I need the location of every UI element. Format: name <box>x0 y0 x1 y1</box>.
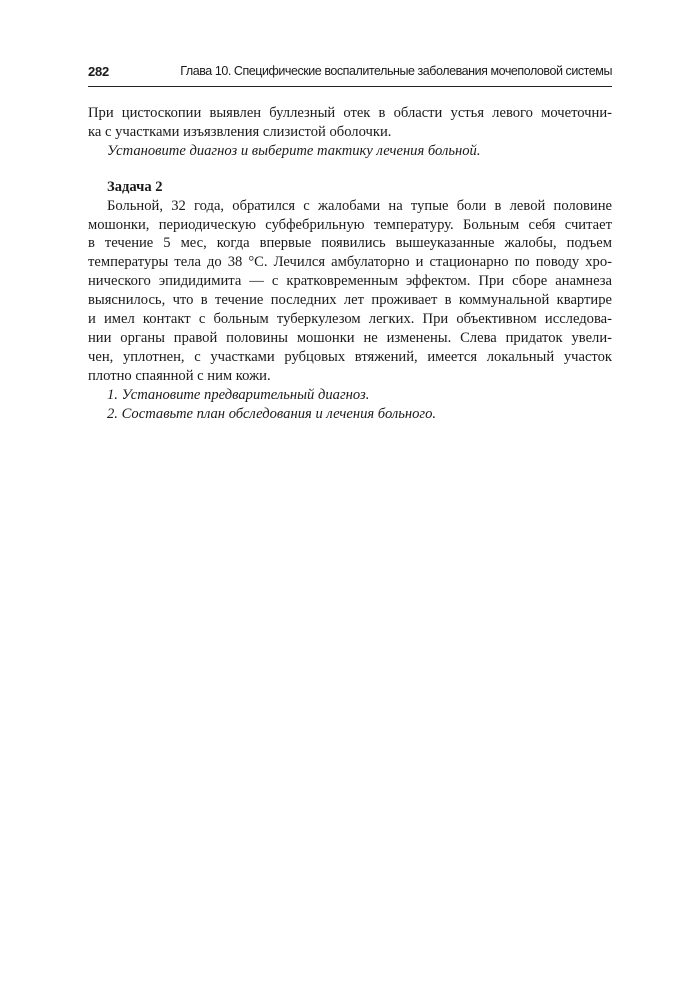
header-rule <box>88 86 612 87</box>
text-line: нического эпидидимита — с кратковременным эффектом. При сборе анамнеза <box>88 273 612 290</box>
task2-question-1: 1. Установите предварительный диагноз. <box>107 386 370 403</box>
text-line: в течение 5 мес, когда впервые появились вышеуказанные жалобы, подъем <box>88 235 612 252</box>
text-line: выяснилось, что в течение последних лет проживает в коммунальной квартире <box>88 292 612 309</box>
text-line: плотно спаянной с ним кожи. <box>88 367 271 384</box>
text-line: температуры тела до 38 °С. Лечился амбулаторно и стационарно по поводу хро- <box>88 254 612 271</box>
task2-question-2: 2. Составьте план обследования и лечения больного. <box>107 405 437 422</box>
paragraph-cystoscopy <box>88 104 612 142</box>
spacer <box>88 161 612 178</box>
text-line: При цистоскопии выявлен буллезный отек в области устья левого мочеточни- <box>88 105 612 121</box>
text-line: мошонки, периодическую субфебрильную температуру. Больным себя считает <box>88 216 612 233</box>
text-line: Больной, 32 года, обратился с жалобами на тупые боли в левой половине <box>107 197 612 214</box>
page-header <box>88 64 612 84</box>
text-line: и имел контакт с больным туберкулезом легких. При объективном исследова- <box>88 311 612 328</box>
text-line: нии органы правой половины мошонки не изменены. Слева придаток увели- <box>88 329 612 346</box>
page-body <box>88 104 612 424</box>
page-number: 282 <box>88 64 110 79</box>
text-line: ка с участками изъязвления слизистой оболочки. <box>88 123 392 140</box>
task2-title: Задача 2 <box>107 178 163 195</box>
task1-question: Установите диагноз и выберите тактику лечения больной. <box>107 142 481 159</box>
task2-paragraph <box>88 197 612 386</box>
text-line: чен, уплотнен, с участками рубцовых втяжений, имеется локальный участок <box>88 348 612 365</box>
running-title: Глава 10. Специфические воспалительные заболевания мочеполовой системы <box>180 64 612 78</box>
